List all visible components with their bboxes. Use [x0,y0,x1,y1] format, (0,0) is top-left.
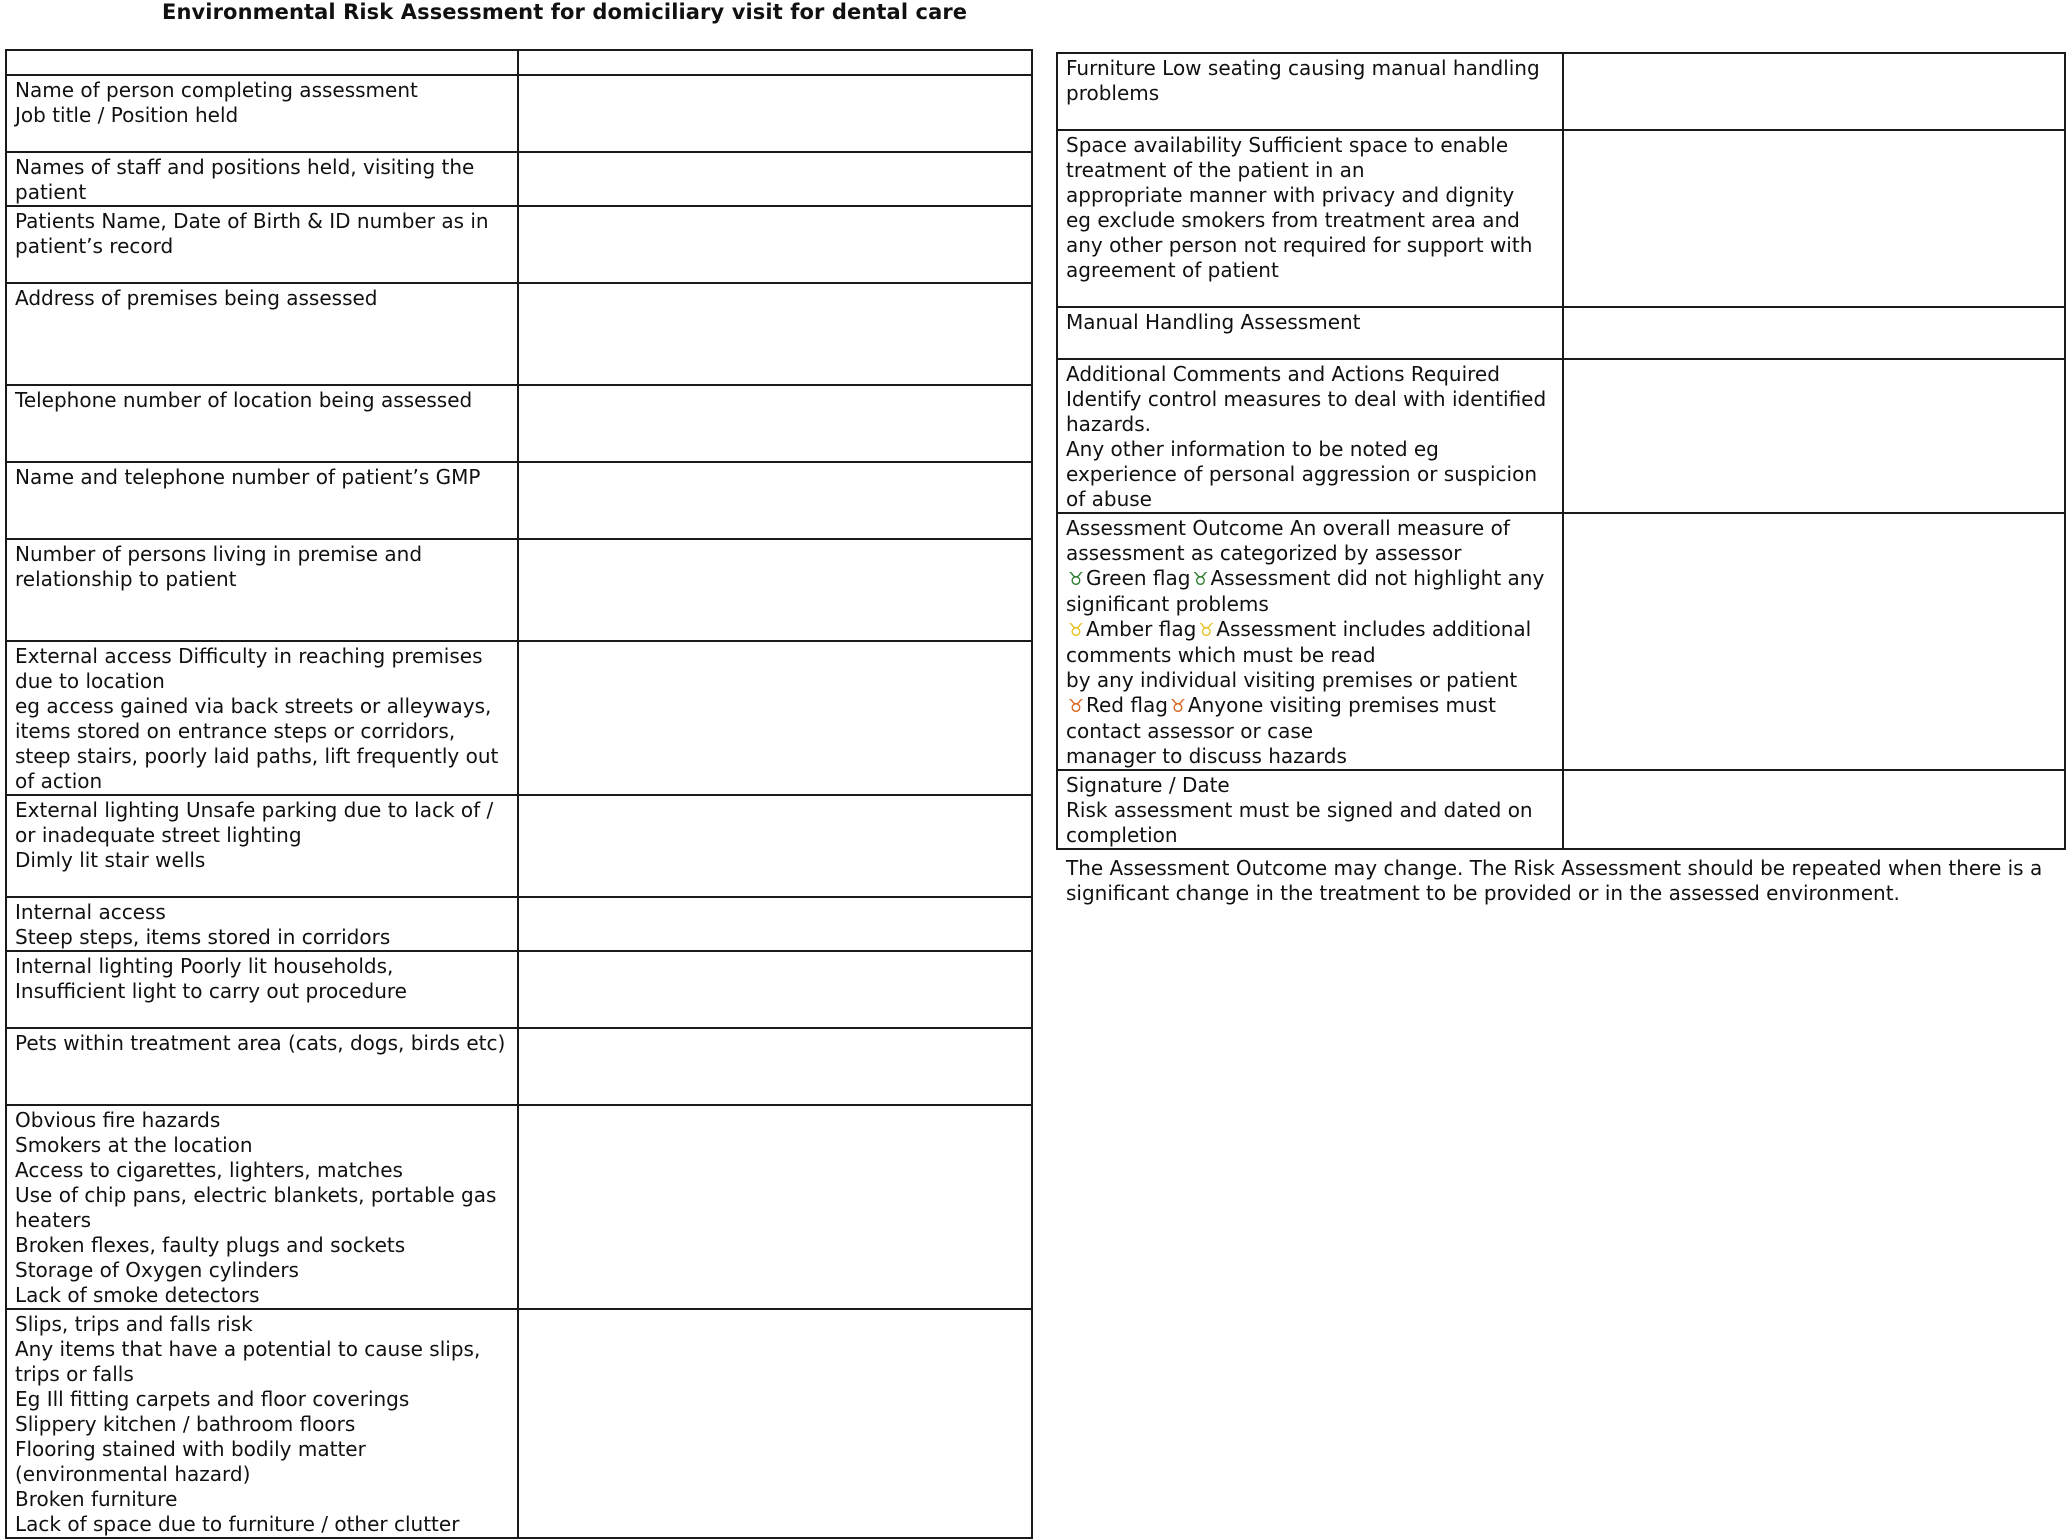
table-row [1057,770,2065,849]
row-label: Obvious fire hazards Smokers at the location Access to cigarettes, lighters, matches Use of chip pans, electric blankets, portable gas heaters Broken flexes, faulty plugs and sockets Storage of Oxygen cylinders Lack of smoke detectors [15,1108,497,1307]
amber-flag-item [1066,617,1554,693]
answer-field[interactable] [1563,359,2065,513]
form-title: Environmental Risk Assessment for domiciliary visit for dental care [162,0,968,24]
row-label: External access Difficulty in reaching premises due to location eg access gained via back streets or alleyways, items stored on entrance steps or corridors, steep stairs, poorly laid paths, lift frequently out of action [15,644,499,793]
row-label: Names of staff and positions held, visiting the patient [15,155,475,204]
answer-field[interactable] [518,1028,1032,1105]
flag-icon: ♉ [1067,696,1085,717]
table-row [6,462,1032,539]
row-label: Manual Handling Assessment [1066,310,1361,334]
red-flag-item [1066,693,1554,769]
flag-icon: ♉ [1192,569,1209,590]
row-label: Internal access Steep steps, items stored in corridors [15,900,391,949]
answer-field[interactable] [518,1105,1032,1309]
green-flag-item [1066,566,1554,617]
table-row [6,795,1032,897]
flag-icon: ♉ [1169,696,1186,717]
flag-name: Green flag [1086,566,1191,590]
table-row [1057,130,2065,307]
table-row [6,539,1032,641]
table-row [6,385,1032,462]
row-label: External lighting Unsafe parking due to lack of / or inadequate street lighting Dimly lit stair wells [15,798,494,872]
assessment-table-left [5,49,1033,1539]
table-row [6,1309,1032,1538]
row-label: Number of persons living in premise and relationship to patient [15,542,423,591]
table-row [1057,513,2065,770]
answer-field[interactable] [1563,307,2065,359]
answer-field[interactable] [518,1309,1032,1538]
row-label: Address of premises being assessed [15,286,378,310]
answer-field[interactable] [1563,53,2065,130]
flag-icon: ♉ [1198,620,1215,641]
row-label: Additional Comments and Actions Required Identify control measures to deal with identified hazards. Any other information to be noted eg experience of personal aggression or suspicion of abuse [1066,362,1547,511]
assessment-table-right [1056,52,2066,850]
table-row [6,283,1032,385]
row-label: Slips, trips and falls risk Any items that have a potential to cause slips, trips or falls Eg Ill fitting carpets and floor coverings Slippery kitchen / bathroom floors Flooring stained with bodily matter (environmental hazard) Broken furniture Lack of space due to furniture / other clutter [15,1312,481,1536]
row-label: Pets within treatment area (cats, dogs, birds etc) [15,1031,506,1055]
table-row [6,206,1032,283]
flag-name: Amber flag [1086,617,1197,641]
flag-text: Assessment did not highlight any significant problems [1066,566,1545,616]
table-row [6,1028,1032,1105]
answer-field[interactable] [1563,513,2065,770]
table-row [1057,359,2065,513]
signature-field[interactable] [1563,770,2065,849]
table-row [6,50,1032,75]
flag-text: Anyone visiting premises must contact assessor or case manager to discuss hazards [1066,693,1496,768]
table-row [6,152,1032,206]
answer-field[interactable] [518,283,1032,385]
table-row [6,1105,1032,1309]
row-label: Name of person completing assessment Job title / Position held [15,78,418,127]
row-label: Space availability Sufficient space to enable treatment of the patient in an appropriate manner with privacy and dignity eg exclude smokers from treatment area and any other person not required for support with agreement of patient [1066,133,1533,282]
answer-field[interactable] [1563,130,2065,307]
answer-field[interactable] [518,795,1032,897]
answer-field[interactable] [518,75,1032,152]
table-row [6,641,1032,795]
outcome-heading: Assessment Outcome An overall measure of assessment as categorized by assessor [1066,516,1510,565]
flag-icon: ♉ [1067,569,1085,590]
assessment-outcome [1058,514,1562,769]
table-row [6,951,1032,1028]
answer-field[interactable] [518,462,1032,539]
outcome-note: The Assessment Outcome may change. The Risk Assessment should be repeated when there is a significant change in the treatment to be provided or in the assessed environment. [1066,856,2043,905]
flag-name: Red flag [1086,693,1168,717]
row-label [7,51,517,53]
row-label: Patients Name, Date of Birth & ID number as in patient’s record [15,209,489,258]
answer-field[interactable] [518,897,1032,951]
answer-field[interactable] [518,951,1032,1028]
flag-icon: ♉ [1067,620,1085,641]
row-label: Telephone number of location being assessed [15,388,473,412]
flag-text: Assessment includes additional comments which must be read by any individual visiting premises or patient [1066,617,1532,692]
answer-field[interactable] [518,206,1032,283]
table-row [1057,53,2065,130]
row-label: Name and telephone number of patient’s GMP [15,465,481,489]
answer-field[interactable] [518,152,1032,206]
signature-label: Signature / Date Risk assessment must be signed and dated on completion [1066,773,1533,847]
row-label: Internal lighting Poorly lit households, Insufficient light to carry out procedure [15,954,407,1003]
answer-field[interactable] [518,641,1032,795]
answer-field[interactable] [518,539,1032,641]
answer-field[interactable] [518,50,1032,75]
table-row [6,75,1032,152]
table-row [6,897,1032,951]
answer-field[interactable] [518,385,1032,462]
table-row [1057,307,2065,359]
row-label: Furniture Low seating causing manual handling problems [1066,56,1540,105]
